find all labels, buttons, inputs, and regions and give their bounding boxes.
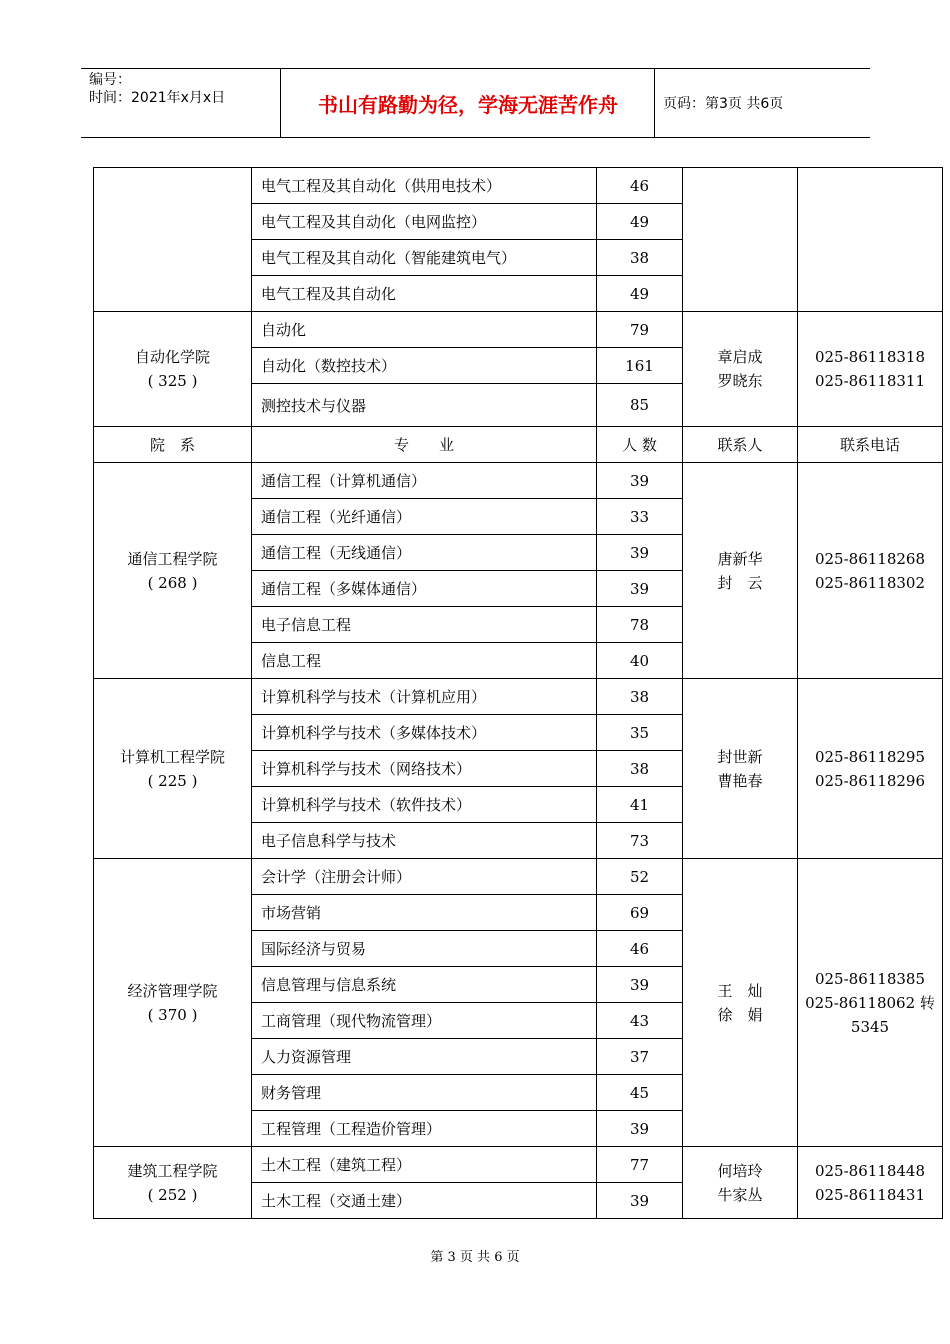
dept-total: ( 370 ): [147, 1005, 198, 1024]
count-cell: 49: [597, 204, 683, 240]
phone-number: 025-86118296: [814, 771, 926, 790]
count-cell: 38: [597, 679, 683, 715]
contact-name: 徐 娟: [717, 1005, 763, 1024]
column-header-contact: 联系人: [683, 427, 798, 463]
dept-name: 通信工程学院: [127, 549, 218, 568]
major-cell: 信息工程: [252, 643, 597, 679]
contact-name: 章启成: [717, 348, 763, 366]
major-cell: 测控技术与仪器: [252, 384, 597, 427]
phone-cell: [798, 168, 943, 312]
header-page-info: 页码：第3页 共6页: [663, 96, 784, 112]
phone-number: 025-86118431: [814, 1185, 926, 1204]
major-cell: 工商管理（现代物流管理）: [252, 1003, 597, 1039]
count-cell: 39: [597, 535, 683, 571]
table-row: [94, 1147, 943, 1183]
major-cell: 电子信息科学与技术: [252, 823, 597, 859]
dept-total: ( 268 ): [147, 573, 198, 592]
major-cell: 电气工程及其自动化（供用电技术）: [252, 168, 597, 204]
table-row: [94, 168, 943, 204]
table-row: [94, 859, 943, 895]
major-cell: 市场营销: [252, 895, 597, 931]
dept-cell: [94, 859, 252, 1147]
major-cell: 工程管理（工程造价管理）: [252, 1111, 597, 1147]
count-cell: 40: [597, 643, 683, 679]
dept-name: 自动化学院: [134, 348, 210, 366]
major-cell: 计算机科学与技术（网络技术）: [252, 751, 597, 787]
phone-cell: [798, 312, 943, 427]
contact-cell: [683, 1147, 798, 1219]
dept-total: ( 225 ): [147, 771, 198, 790]
major-cell: 通信工程（多媒体通信）: [252, 571, 597, 607]
phone-number: 025-86118268: [814, 549, 926, 568]
page-footer: 第 3 页 共 6 页: [430, 1250, 520, 1265]
major-cell: 自动化: [252, 312, 597, 348]
contact-cell: [683, 679, 798, 859]
header-motto: 书山有路勤为径，学海无涯苦作舟: [282, 69, 655, 137]
phone-cell: [798, 679, 943, 859]
major-cell: 信息管理与信息系统: [252, 967, 597, 1003]
column-header-phone: 联系电话: [798, 427, 943, 463]
table-row: [94, 312, 943, 348]
table-row: [94, 463, 943, 499]
phone-cell: [798, 859, 943, 1147]
count-cell: 46: [597, 931, 683, 967]
header-meta: [81, 69, 281, 137]
count-cell: 43: [597, 1003, 683, 1039]
contact-name: 唐新华: [717, 549, 763, 568]
table-row: [94, 679, 943, 715]
contact-name: 牛家丛: [717, 1185, 763, 1204]
number-label: 编号：: [89, 72, 131, 88]
dept-cell: [94, 312, 252, 427]
count-cell: 38: [597, 240, 683, 276]
dept-total: ( 325 ): [147, 372, 198, 390]
count-cell: 69: [597, 895, 683, 931]
phone-number: 025-86118318: [814, 348, 926, 366]
dept-name: 经济管理学院: [127, 981, 218, 1000]
dept-cell: [94, 463, 252, 679]
phone-number: 025-86118062 转: [805, 993, 935, 1012]
phone-cell: [798, 463, 943, 679]
major-cell: 通信工程（光纤通信）: [252, 499, 597, 535]
count-cell: 161: [597, 348, 683, 384]
count-cell: 39: [597, 1111, 683, 1147]
major-cell: 通信工程（计算机通信）: [252, 463, 597, 499]
count-cell: 79: [597, 312, 683, 348]
major-cell: 通信工程（无线通信）: [252, 535, 597, 571]
major-cell: 财务管理: [252, 1075, 597, 1111]
dept-cell: [94, 1147, 252, 1219]
major-cell: 计算机科学与技术（多媒体技术）: [252, 715, 597, 751]
phone-cell: [798, 1147, 943, 1219]
major-cell: 计算机科学与技术（计算机应用）: [252, 679, 597, 715]
major-cell: 会计学（注册会计师）: [252, 859, 597, 895]
count-cell: 45: [597, 1075, 683, 1111]
major-cell: 土木工程（建筑工程）: [252, 1147, 597, 1183]
count-cell: 37: [597, 1039, 683, 1075]
column-header-dept: 院 系: [94, 427, 252, 463]
major-cell: 国际经济与贸易: [252, 931, 597, 967]
phone-number: 025-86118311: [814, 372, 926, 390]
count-cell: 78: [597, 607, 683, 643]
count-cell: 85: [597, 384, 683, 427]
count-cell: 35: [597, 715, 683, 751]
contact-cell: [683, 312, 798, 427]
column-header-major: 专 业: [252, 427, 597, 463]
count-cell: 49: [597, 276, 683, 312]
phone-number: 025-86118385: [814, 969, 926, 988]
contact-cell: [683, 168, 798, 312]
phone-number: 025-86118302: [814, 573, 926, 592]
dept-cell: [94, 168, 252, 312]
contact-name: 封 云: [717, 573, 763, 592]
major-cell: 人力资源管理: [252, 1039, 597, 1075]
major-cell: 电气工程及其自动化（智能建筑电气）: [252, 240, 597, 276]
table-header-row: [94, 427, 943, 463]
dept-name: 建筑工程学院: [127, 1161, 218, 1180]
enrollment-table: [93, 167, 943, 1219]
contact-cell: [683, 463, 798, 679]
dept-name: 计算机工程学院: [119, 747, 225, 766]
count-cell: 39: [597, 463, 683, 499]
major-cell: 电气工程及其自动化（电网监控）: [252, 204, 597, 240]
dept-total: ( 252 ): [147, 1185, 198, 1204]
count-cell: 73: [597, 823, 683, 859]
contact-name: 王 灿: [717, 981, 763, 1000]
major-cell: 计算机科学与技术（软件技术）: [252, 787, 597, 823]
major-cell: 自动化（数控技术）: [252, 348, 597, 384]
contact-name: 何培玲: [717, 1161, 763, 1180]
phone-number: 025-86118448: [814, 1161, 926, 1180]
dept-cell: [94, 679, 252, 859]
major-cell: 电子信息工程: [252, 607, 597, 643]
contact-name: 曹艳春: [717, 771, 763, 790]
count-cell: 52: [597, 859, 683, 895]
count-cell: 41: [597, 787, 683, 823]
contact-name: 封世新: [717, 747, 763, 766]
time-label: 时间：2021年x月x日: [89, 90, 226, 106]
contact-name: 罗晓东: [717, 372, 763, 390]
major-cell: 电气工程及其自动化: [252, 276, 597, 312]
count-cell: 33: [597, 499, 683, 535]
column-header-count: 人 数: [597, 427, 683, 463]
phone-number: 5345: [850, 1017, 890, 1036]
page-header: [81, 68, 870, 138]
count-cell: 38: [597, 751, 683, 787]
phone-number: 025-86118295: [814, 747, 926, 766]
count-cell: 39: [597, 1183, 683, 1219]
contact-cell: [683, 859, 798, 1147]
count-cell: 39: [597, 571, 683, 607]
count-cell: 46: [597, 168, 683, 204]
count-cell: 39: [597, 967, 683, 1003]
count-cell: 77: [597, 1147, 683, 1183]
major-cell: 土木工程（交通土建）: [252, 1183, 597, 1219]
